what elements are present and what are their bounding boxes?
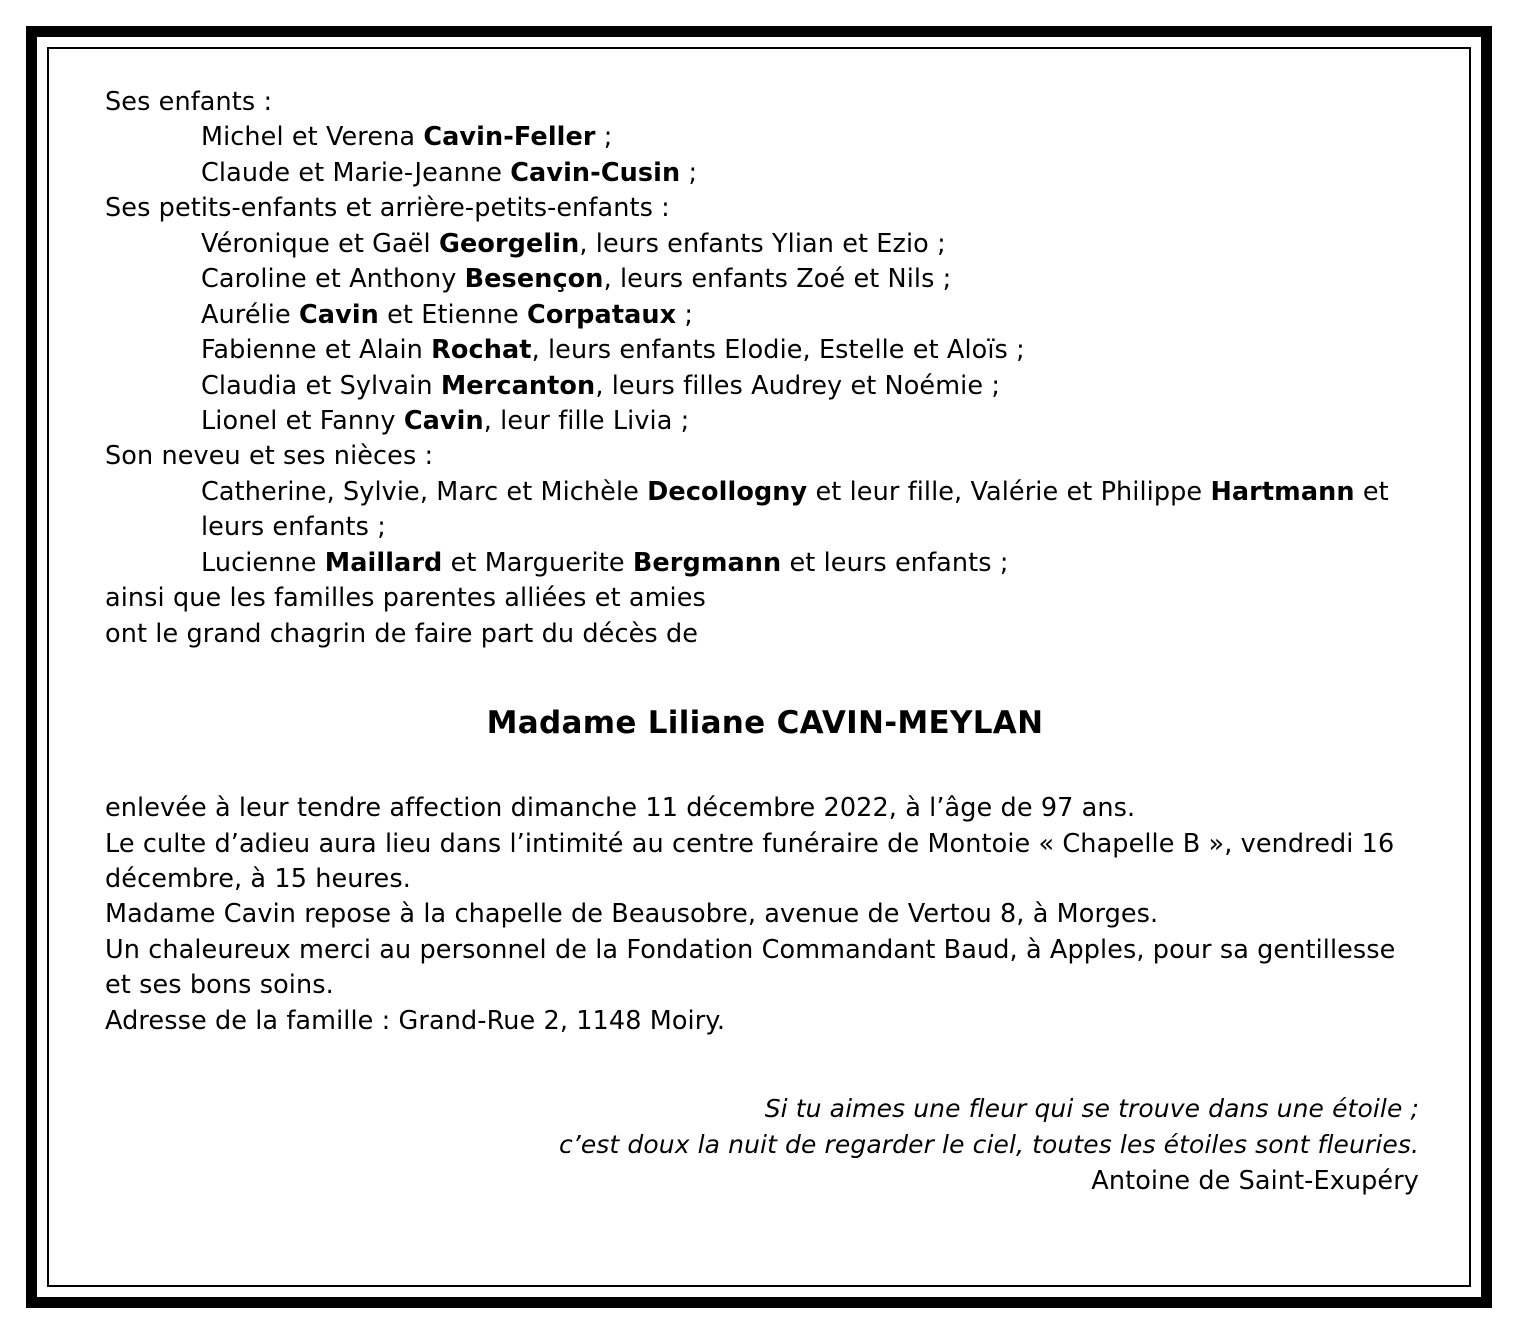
quote-block <box>105 1091 1425 1162</box>
gc-surname: Besençon <box>464 264 604 295</box>
gc-surname: Cavin <box>298 299 379 330</box>
nephew-surname-2: Bergmann <box>632 547 782 578</box>
child-surname: Cavin-Feller <box>423 122 596 153</box>
announcement-line: ont le grand chagrin de faire part du décès de <box>105 618 699 649</box>
notice-content <box>105 85 1425 1200</box>
list-item <box>105 227 1425 262</box>
quote-line-1: Si tu aimes une fleur qui se trouve dans une étoile ; <box>764 1094 1419 1124</box>
gc-surname: Mercanton <box>440 370 596 401</box>
list-item <box>105 298 1425 333</box>
nephew-middle: et Marguerite <box>442 547 633 578</box>
child-surname: Cavin-Cusin <box>510 157 681 188</box>
nephew-surname: Maillard <box>324 547 443 578</box>
child-prefix: Michel et Verena <box>201 122 424 153</box>
gc-surname-2: Corpataux <box>527 299 677 330</box>
nephew-prefix: Lucienne <box>201 547 325 578</box>
nephew-prefix: Catherine, Sylvie, Marc et Michèle <box>201 476 648 507</box>
child-prefix: Claude et Marie-Jeanne <box>201 157 511 188</box>
detail-line: Adresse de la famille : Grand-Rue 2, 1148 Moiry. <box>105 1005 726 1036</box>
outer-border <box>26 26 1492 1308</box>
gc-suffix: , leurs filles Audrey et Noémie ; <box>595 370 1001 401</box>
child-suffix: ; <box>595 122 613 153</box>
gc-middle: et Etienne <box>378 299 528 330</box>
children-heading: Ses enfants : <box>105 87 273 117</box>
list-item <box>105 120 1425 155</box>
gc-prefix: Véronique et Gaël <box>201 228 439 259</box>
gc-suffix: , leurs enfants Ylian et Ezio ; <box>579 228 946 259</box>
detail-line: Le culte d’adieu aura lieu dans l’intimité au centre funéraire de Montoie « Chapelle B », vendredi 16 décembre, à 15 heures. <box>105 828 1395 894</box>
gc-prefix: Aurélie <box>201 299 299 330</box>
gc-suffix: , leur fille Livia ; <box>483 405 690 436</box>
list-item <box>105 369 1425 404</box>
list-item <box>105 546 1425 581</box>
details-block <box>105 791 1425 1039</box>
gc-surname: Georgelin <box>438 228 580 259</box>
gc-prefix: Caroline et Anthony <box>201 264 465 295</box>
inner-border <box>47 47 1471 1287</box>
detail-line: Un chaleureux merci au personnel de la Fondation Commandant Baud, à Apples, pour sa gentillesse et ses bons soins. <box>105 934 1396 1001</box>
gc-suffix: , leurs enfants Elodie, Estelle et Aloïs ; <box>531 335 1025 366</box>
quote-author: Antoine de Saint-Exupéry <box>1091 1166 1419 1197</box>
grandchildren-heading: Ses petits-enfants et arrière-petits-enfants : <box>105 193 670 224</box>
list-item <box>105 333 1425 368</box>
nephew-surname-2: Hartmann <box>1210 476 1355 507</box>
child-suffix: ; <box>680 157 698 188</box>
nephew-suffix: et leurs enfants ; <box>201 476 1389 543</box>
quote-line-2: c’est doux la nuit de regarder le ciel, toutes les étoiles sont fleuries. <box>558 1129 1419 1159</box>
nephew-middle: et leur fille, Valérie et Philippe <box>807 476 1211 507</box>
gc-surname: Rochat <box>431 335 532 366</box>
nephew-heading: Son neveu et ses nièces : <box>105 441 434 472</box>
list-item <box>105 404 1425 439</box>
gc-suffix: , leurs enfants Zoé et Nils ; <box>603 264 952 295</box>
gc-prefix: Fabienne et Alain <box>201 335 432 366</box>
list-item <box>105 262 1425 297</box>
gc-prefix: Lionel et Fanny <box>201 405 404 436</box>
deceased-name: Madame Liliane CAVIN-MEYLAN <box>486 705 1044 741</box>
nephew-surname: Decollogny <box>647 476 808 507</box>
families-line: ainsi que les familles parentes alliées et amies <box>105 583 706 614</box>
detail-line: Madame Cavin repose à la chapelle de Beausobre, avenue de Vertou 8, à Morges. <box>105 899 1159 930</box>
detail-line: enlevée à leur tendre affection dimanche 11 décembre 2022, à l’âge de 97 ans. <box>105 793 1136 824</box>
list-item <box>105 475 1425 546</box>
gc-surname: Cavin <box>403 405 484 436</box>
list-item <box>105 156 1425 191</box>
nephew-suffix: et leurs enfants ; <box>781 547 1009 578</box>
gc-suffix: ; <box>676 299 694 330</box>
gc-prefix: Claudia et Sylvain <box>201 370 441 401</box>
